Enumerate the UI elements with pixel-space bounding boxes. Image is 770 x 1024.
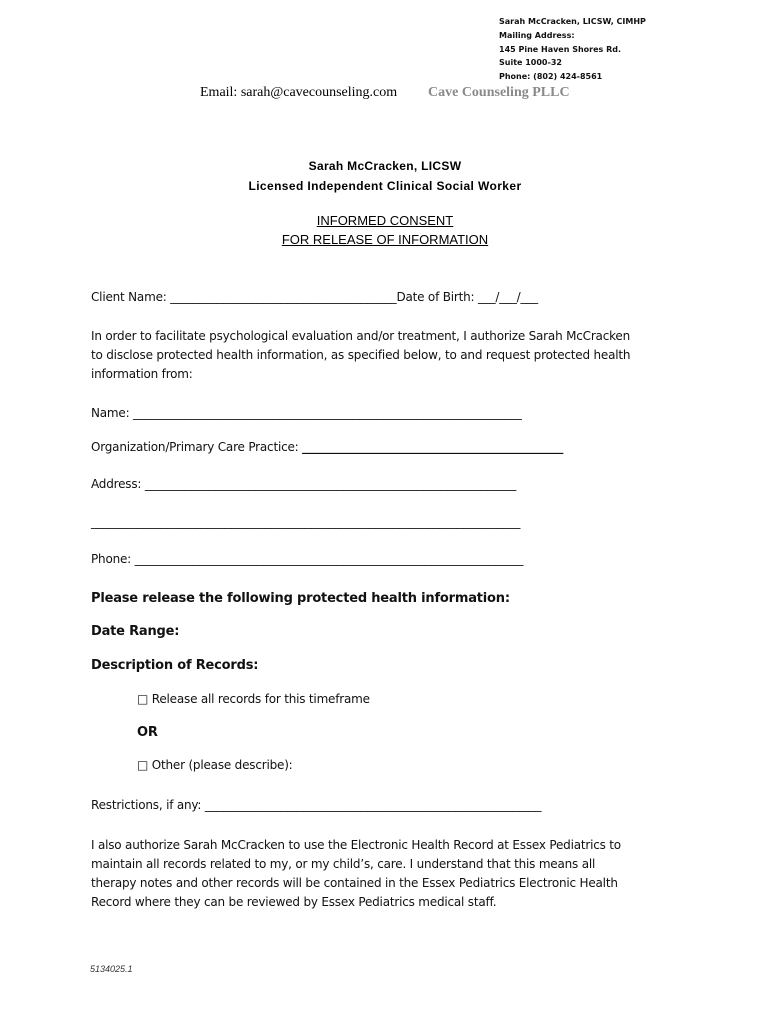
paragraph-line: therapy notes and other records will be contained in the Essex Pediatrics Electronic Health [91,876,618,890]
name-field[interactable]: Name: ___________________________________________________________________ [91,406,522,420]
release-all-option[interactable] [137,692,370,706]
form-title-line-1: INFORMED CONSENT [316,213,454,228]
form-title-line-2: FOR RELEASE OF INFORMATION [281,232,489,247]
header-email: Email: sarah@cavecounseling.com [200,85,398,100]
paragraph-line: In order to facilitate psychological evaluation and/or treatment, I authorize Sarah McCracken [91,329,631,343]
release-heading: Please release the following protected health information: [91,591,510,606]
address-line-2-field[interactable]: __________________________________________________________________________ [91,515,521,529]
paragraph-line: information from: [91,367,193,381]
other-label: Other (please describe): [151,758,293,772]
ehr-authorization-paragraph [91,836,651,912]
client-name-row [91,290,538,304]
or-label: OR [137,725,158,740]
phone-field[interactable]: Phone: ___________________________________________________________________ [91,552,524,566]
authorization-paragraph [91,327,651,384]
other-option[interactable] [137,758,293,772]
checkbox-icon[interactable]: □ [137,692,149,706]
header-practice-name: Cave Counseling PLLC [428,85,570,100]
restrictions-field[interactable]: Restrictions, if any: __________________________________________________________ [91,798,542,812]
address-field[interactable]: Address: ________________________________________________________________ [91,477,517,491]
header-address-line-3: 145 Pine Haven Shores Rd. [499,45,622,54]
date-of-birth-field[interactable]: Date of Birth: ___/___/___ [396,290,538,304]
client-name-field[interactable]: _______________________________________ [170,290,397,304]
header-address-line-4: Suite 1000-32 [499,58,562,67]
date-range-label: Date Range: [91,624,180,639]
paragraph-line: Record where they can be reviewed by Essex Pediatrics medical staff. [91,895,497,909]
paragraph-line: I also authorize Sarah McCracken to use the Electronic Health Record at Essex Pediatrics to [91,838,621,852]
organization-row [91,440,563,454]
release-all-label: Release all records for this timeframe [151,692,370,706]
header-phone: Phone: (802) 424-8561 [499,72,603,81]
organization-label: Organization/Primary Care Practice: [91,440,299,454]
paragraph-line: to disclose protected health information, as specified below, to and request protected health [91,348,631,362]
document-code: 5134025.1 [90,964,133,974]
header-address-line-2: Mailing Address: [499,31,575,40]
organization-field[interactable]: _____________________________________________ [302,440,564,454]
provider-name: Sarah McCracken, LICSW [308,159,462,173]
checkbox-icon[interactable]: □ [137,758,149,772]
header-address-line-1: Sarah McCracken, LICSW, CIMHP [499,17,646,26]
client-name-label: Client Name: [91,290,167,304]
paragraph-line: maintain all records related to my, or my child’s, care. I understand that this means all [91,857,596,871]
description-of-records-label: Description of Records: [91,658,259,673]
provider-title: Licensed Independent Clinical Social Worker [248,179,522,193]
